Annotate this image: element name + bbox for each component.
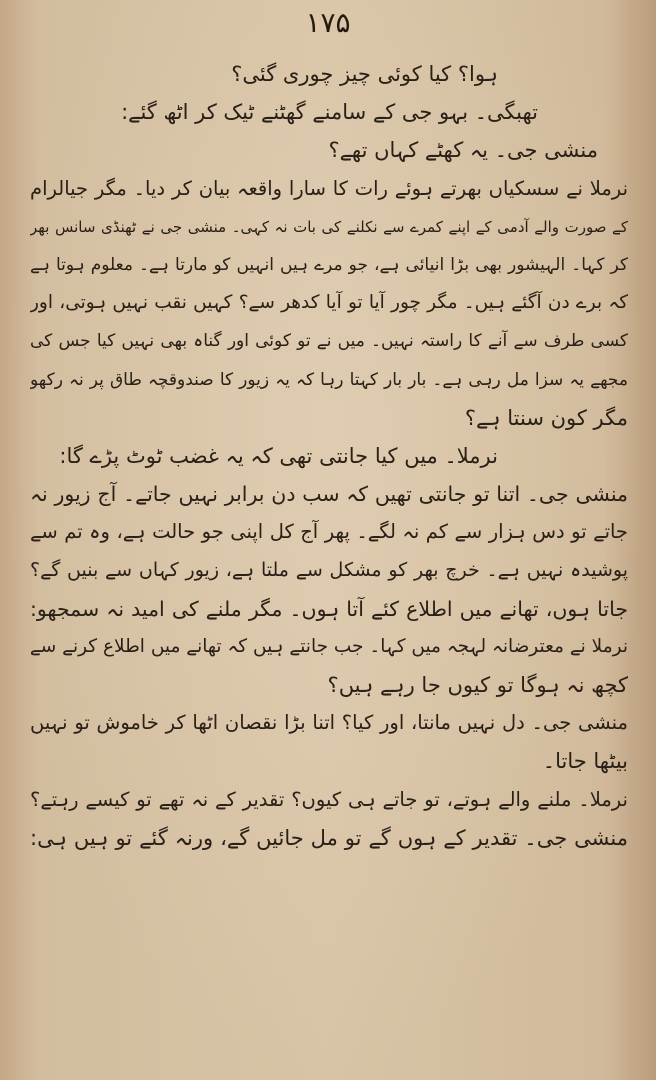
page-body-text: [30, 55, 628, 857]
text-line: نرملا نے معترضانہ لہجہ میں کہا۔ جب جانتے ہیں کہ تھانے میں اطلاع کرنے سے: [30, 635, 628, 657]
text-line: جاتا ہوں، تھانے میں اطلاع کئے آتا ہوں۔ مگر ملنے کی امید نہ سمجھو:: [30, 596, 628, 621]
text-line: منشی جی۔ دل نہیں مانتا، اور کیا؟ اتنا بڑا نقصان اٹھا کر خاموش تو نہیں: [30, 711, 628, 735]
text-line: تھبگی۔ بہو جی کے سامنے گھٹنے ٹیک کر اٹھ گئے:: [121, 100, 538, 125]
text-line: کہ برے دن آگئے ہیں۔ مگر چور آیا تو آیا کدھر سے؟ کہیں نقب نہیں ہوتی، اور: [30, 292, 628, 314]
text-line: مجھے یہ سزا مل رہی ہے۔ بار بار کہتا رہا کہ یہ زیور کا صندوقچہ طاق پر نہ رکھو: [30, 369, 628, 390]
text-line: نرملا۔ ملنے والے ہوتے، تو جاتے ہی کیوں؟ تقدیر کے نہ تھے تو کیسے رہتے؟: [30, 787, 628, 811]
text-line: بیٹھا جاتا۔: [542, 749, 628, 774]
text-line: منشی جی۔ اتنا تو جانتی تھیں کہ سب دن برابر نہیں جاتے۔ آج زیور نہ: [30, 482, 628, 507]
text-line: کسی طرف سے آنے کا راستہ نہیں۔ میں نے تو کوئی اور گناہ بھی نہیں کیا جس کی: [30, 331, 628, 352]
text-line: جاتے تو دس ہزار سے کم نہ لگے۔ پھر آج کل اپنی جو حالت ہے، وہ تم سے: [30, 520, 628, 544]
text-line: کے صورت والے آدمی کے اپنے کمرے سے نکلنے کی بات نہ کہی۔ منشی جی نے ٹھنڈی سانس بھر: [30, 217, 628, 236]
text-line: پوشیدہ نہیں ہے۔ خرچ بھر کو مشکل سے ملتا ہے، زیور کہاں سے بنیں گے؟: [30, 559, 628, 582]
text-line: منشی جی۔ یہ کھٹے کہاں تھے؟: [328, 138, 598, 163]
text-line: کر کہا۔ الہیشور بھی بڑا انیائی ہے، جو مرے ہیں انہیں کو مارتا ہے۔ معلوم ہوتا ہے: [30, 254, 628, 275]
text-line: ہوا؟ کیا کوئی چیز چوری گئی؟: [231, 62, 498, 86]
page-number: ۱۷۵: [305, 6, 351, 39]
text-line: نرملا نے سسکیاں بھرتے ہوئے رات کا سارا واقعہ بیان کر دیا۔ مگر جیالرام: [30, 176, 628, 200]
text-line: مگر کون سنتا ہے؟: [464, 405, 628, 430]
text-line: کچھ نہ ہوگا تو کیوں جا رہے ہیں؟: [327, 673, 628, 697]
text-line: منشی جی۔ تقدیر کے ہوں گے تو مل جائیں گے، ورنہ گئے تو ہیں ہی:: [30, 825, 628, 850]
text-line: نرملا۔ میں کیا جانتی تھی کہ یہ غضب ٹوٹ پڑے گا:: [59, 443, 498, 468]
